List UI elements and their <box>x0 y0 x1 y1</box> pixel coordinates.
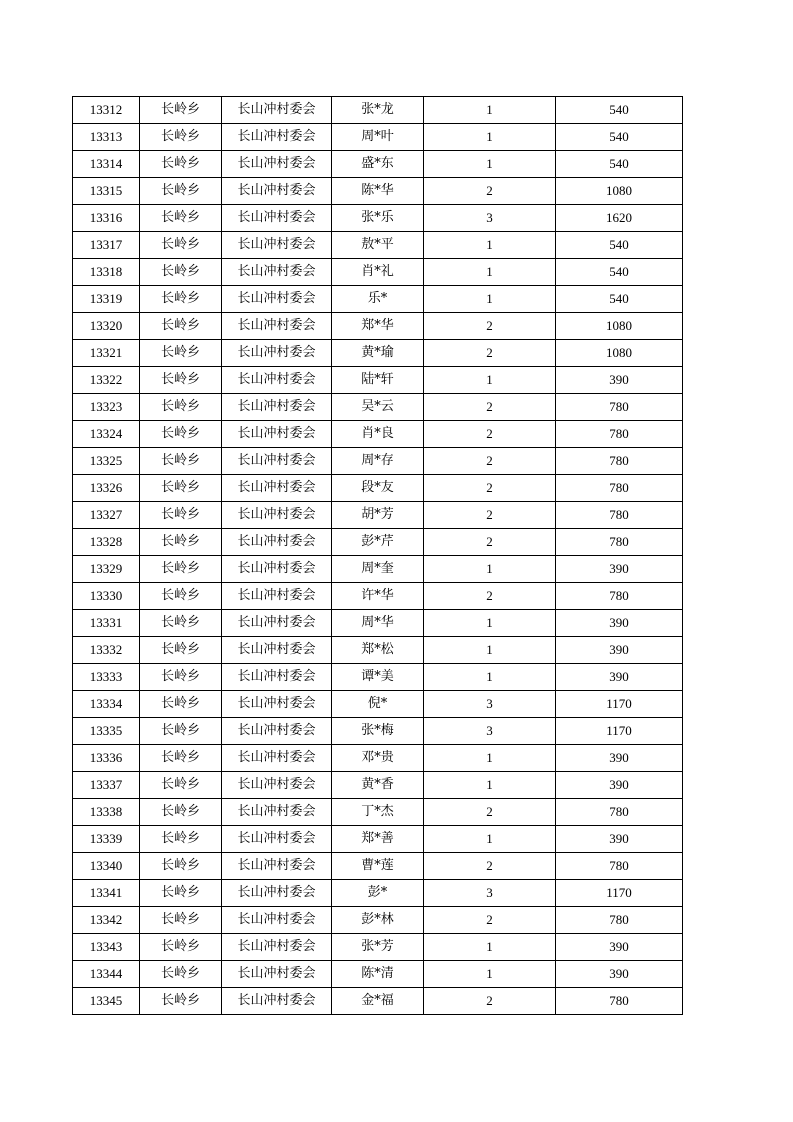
village-cell: 长山冲村委会 <box>222 421 332 448</box>
count-cell: 1 <box>424 772 556 799</box>
amount-cell: 390 <box>556 826 683 853</box>
town-cell: 长岭乡 <box>140 313 222 340</box>
count-cell: 3 <box>424 691 556 718</box>
row-id-cell: 13333 <box>73 664 140 691</box>
row-id-cell: 13330 <box>73 583 140 610</box>
amount-cell: 780 <box>556 448 683 475</box>
count-cell: 3 <box>424 880 556 907</box>
amount-cell: 390 <box>556 610 683 637</box>
name-cell: 黄*瑜 <box>332 340 424 367</box>
row-id-cell: 13336 <box>73 745 140 772</box>
amount-cell: 780 <box>556 421 683 448</box>
row-id-cell: 13320 <box>73 313 140 340</box>
village-cell: 长山冲村委会 <box>222 907 332 934</box>
amount-cell: 780 <box>556 583 683 610</box>
row-id-cell: 13314 <box>73 151 140 178</box>
table-row <box>73 610 683 637</box>
name-cell: 许*华 <box>332 583 424 610</box>
row-id-cell: 13331 <box>73 610 140 637</box>
amount-cell: 390 <box>556 961 683 988</box>
amount-cell: 1080 <box>556 340 683 367</box>
village-cell: 长山冲村委会 <box>222 475 332 502</box>
town-cell: 长岭乡 <box>140 97 222 124</box>
village-cell: 长山冲村委会 <box>222 718 332 745</box>
row-id-cell: 13325 <box>73 448 140 475</box>
name-cell: 彭* <box>332 880 424 907</box>
row-id-cell: 13318 <box>73 259 140 286</box>
table-row <box>73 178 683 205</box>
table-row <box>73 961 683 988</box>
table-body <box>73 97 683 1015</box>
table-row <box>73 718 683 745</box>
village-cell: 长山冲村委会 <box>222 880 332 907</box>
village-cell: 长山冲村委会 <box>222 286 332 313</box>
town-cell: 长岭乡 <box>140 259 222 286</box>
amount-cell: 390 <box>556 556 683 583</box>
table-row <box>73 286 683 313</box>
table-row <box>73 772 683 799</box>
table-row <box>73 988 683 1015</box>
count-cell: 1 <box>424 637 556 664</box>
amount-cell: 540 <box>556 259 683 286</box>
village-cell: 长山冲村委会 <box>222 205 332 232</box>
amount-cell: 1620 <box>556 205 683 232</box>
village-cell: 长山冲村委会 <box>222 691 332 718</box>
row-id-cell: 13339 <box>73 826 140 853</box>
amount-cell: 540 <box>556 286 683 313</box>
count-cell: 1 <box>424 367 556 394</box>
amount-cell: 780 <box>556 475 683 502</box>
count-cell: 1 <box>424 556 556 583</box>
village-cell: 长山冲村委会 <box>222 124 332 151</box>
table-row <box>73 502 683 529</box>
town-cell: 长岭乡 <box>140 124 222 151</box>
town-cell: 长岭乡 <box>140 961 222 988</box>
name-cell: 张*龙 <box>332 97 424 124</box>
town-cell: 长岭乡 <box>140 718 222 745</box>
row-id-cell: 13338 <box>73 799 140 826</box>
count-cell: 2 <box>424 313 556 340</box>
name-cell: 陈*华 <box>332 178 424 205</box>
amount-cell: 540 <box>556 97 683 124</box>
town-cell: 长岭乡 <box>140 232 222 259</box>
amount-cell: 780 <box>556 394 683 421</box>
data-table <box>72 96 683 1015</box>
town-cell: 长岭乡 <box>140 475 222 502</box>
name-cell: 盛*东 <box>332 151 424 178</box>
amount-cell: 780 <box>556 502 683 529</box>
table-row <box>73 475 683 502</box>
row-id-cell: 13328 <box>73 529 140 556</box>
town-cell: 长岭乡 <box>140 934 222 961</box>
amount-cell: 540 <box>556 151 683 178</box>
table-row <box>73 205 683 232</box>
village-cell: 长山冲村委会 <box>222 745 332 772</box>
name-cell: 张*芳 <box>332 934 424 961</box>
town-cell: 长岭乡 <box>140 421 222 448</box>
table-row <box>73 421 683 448</box>
amount-cell: 1170 <box>556 880 683 907</box>
village-cell: 长山冲村委会 <box>222 934 332 961</box>
amount-cell: 780 <box>556 529 683 556</box>
town-cell: 长岭乡 <box>140 988 222 1015</box>
document-page <box>72 96 683 1015</box>
name-cell: 吴*云 <box>332 394 424 421</box>
table-row <box>73 853 683 880</box>
town-cell: 长岭乡 <box>140 880 222 907</box>
town-cell: 长岭乡 <box>140 772 222 799</box>
row-id-cell: 13324 <box>73 421 140 448</box>
row-id-cell: 13322 <box>73 367 140 394</box>
name-cell: 陈*清 <box>332 961 424 988</box>
amount-cell: 780 <box>556 988 683 1015</box>
row-id-cell: 13321 <box>73 340 140 367</box>
row-id-cell: 13312 <box>73 97 140 124</box>
table-row <box>73 232 683 259</box>
village-cell: 长山冲村委会 <box>222 151 332 178</box>
count-cell: 2 <box>424 340 556 367</box>
village-cell: 长山冲村委会 <box>222 961 332 988</box>
amount-cell: 390 <box>556 772 683 799</box>
name-cell: 胡*芳 <box>332 502 424 529</box>
count-cell: 1 <box>424 232 556 259</box>
count-cell: 1 <box>424 124 556 151</box>
count-cell: 2 <box>424 799 556 826</box>
village-cell: 长山冲村委会 <box>222 853 332 880</box>
row-id-cell: 13316 <box>73 205 140 232</box>
town-cell: 长岭乡 <box>140 529 222 556</box>
row-id-cell: 13345 <box>73 988 140 1015</box>
name-cell: 金*福 <box>332 988 424 1015</box>
row-id-cell: 13327 <box>73 502 140 529</box>
village-cell: 长山冲村委会 <box>222 610 332 637</box>
count-cell: 2 <box>424 448 556 475</box>
town-cell: 长岭乡 <box>140 853 222 880</box>
name-cell: 郑*华 <box>332 313 424 340</box>
count-cell: 3 <box>424 205 556 232</box>
village-cell: 长山冲村委会 <box>222 340 332 367</box>
village-cell: 长山冲村委会 <box>222 502 332 529</box>
name-cell: 郑*善 <box>332 826 424 853</box>
table-row <box>73 448 683 475</box>
amount-cell: 390 <box>556 934 683 961</box>
count-cell: 1 <box>424 745 556 772</box>
name-cell: 陆*轩 <box>332 367 424 394</box>
count-cell: 2 <box>424 907 556 934</box>
count-cell: 2 <box>424 178 556 205</box>
count-cell: 1 <box>424 934 556 961</box>
amount-cell: 780 <box>556 799 683 826</box>
name-cell: 周*存 <box>332 448 424 475</box>
town-cell: 长岭乡 <box>140 826 222 853</box>
count-cell: 1 <box>424 151 556 178</box>
amount-cell: 1170 <box>556 718 683 745</box>
amount-cell: 390 <box>556 745 683 772</box>
town-cell: 长岭乡 <box>140 610 222 637</box>
count-cell: 2 <box>424 583 556 610</box>
name-cell: 谭*美 <box>332 664 424 691</box>
name-cell: 黄*香 <box>332 772 424 799</box>
table-row <box>73 934 683 961</box>
count-cell: 2 <box>424 853 556 880</box>
count-cell: 1 <box>424 286 556 313</box>
table-row <box>73 907 683 934</box>
table-row <box>73 799 683 826</box>
town-cell: 长岭乡 <box>140 583 222 610</box>
name-cell: 周*华 <box>332 610 424 637</box>
row-id-cell: 13341 <box>73 880 140 907</box>
village-cell: 长山冲村委会 <box>222 178 332 205</box>
row-id-cell: 13337 <box>73 772 140 799</box>
table-row <box>73 151 683 178</box>
town-cell: 长岭乡 <box>140 340 222 367</box>
town-cell: 长岭乡 <box>140 664 222 691</box>
amount-cell: 390 <box>556 664 683 691</box>
amount-cell: 390 <box>556 367 683 394</box>
name-cell: 乐* <box>332 286 424 313</box>
table-row <box>73 556 683 583</box>
table-row <box>73 826 683 853</box>
village-cell: 长山冲村委会 <box>222 826 332 853</box>
amount-cell: 1080 <box>556 178 683 205</box>
name-cell: 周*叶 <box>332 124 424 151</box>
row-id-cell: 13343 <box>73 934 140 961</box>
table-row <box>73 367 683 394</box>
table-row <box>73 583 683 610</box>
name-cell: 曹*莲 <box>332 853 424 880</box>
row-id-cell: 13344 <box>73 961 140 988</box>
town-cell: 长岭乡 <box>140 907 222 934</box>
row-id-cell: 13334 <box>73 691 140 718</box>
village-cell: 长山冲村委会 <box>222 232 332 259</box>
count-cell: 1 <box>424 610 556 637</box>
count-cell: 1 <box>424 97 556 124</box>
village-cell: 长山冲村委会 <box>222 988 332 1015</box>
table-row <box>73 880 683 907</box>
table-row <box>73 394 683 421</box>
town-cell: 长岭乡 <box>140 367 222 394</box>
village-cell: 长山冲村委会 <box>222 367 332 394</box>
row-id-cell: 13317 <box>73 232 140 259</box>
table-row <box>73 97 683 124</box>
count-cell: 1 <box>424 826 556 853</box>
name-cell: 肖*礼 <box>332 259 424 286</box>
name-cell: 彭*芹 <box>332 529 424 556</box>
village-cell: 长山冲村委会 <box>222 583 332 610</box>
town-cell: 长岭乡 <box>140 637 222 664</box>
count-cell: 1 <box>424 259 556 286</box>
amount-cell: 540 <box>556 232 683 259</box>
count-cell: 1 <box>424 664 556 691</box>
name-cell: 张*乐 <box>332 205 424 232</box>
count-cell: 2 <box>424 502 556 529</box>
count-cell: 3 <box>424 718 556 745</box>
village-cell: 长山冲村委会 <box>222 259 332 286</box>
count-cell: 2 <box>424 988 556 1015</box>
table-row <box>73 340 683 367</box>
name-cell: 肖*良 <box>332 421 424 448</box>
town-cell: 长岭乡 <box>140 502 222 529</box>
town-cell: 长岭乡 <box>140 799 222 826</box>
town-cell: 长岭乡 <box>140 691 222 718</box>
name-cell: 倪* <box>332 691 424 718</box>
village-cell: 长山冲村委会 <box>222 313 332 340</box>
row-id-cell: 13323 <box>73 394 140 421</box>
amount-cell: 1170 <box>556 691 683 718</box>
village-cell: 长山冲村委会 <box>222 664 332 691</box>
row-id-cell: 13342 <box>73 907 140 934</box>
table-row <box>73 529 683 556</box>
row-id-cell: 13315 <box>73 178 140 205</box>
village-cell: 长山冲村委会 <box>222 772 332 799</box>
table-row <box>73 691 683 718</box>
count-cell: 2 <box>424 394 556 421</box>
table-row <box>73 745 683 772</box>
name-cell: 丁*杰 <box>332 799 424 826</box>
count-cell: 2 <box>424 475 556 502</box>
row-id-cell: 13332 <box>73 637 140 664</box>
village-cell: 长山冲村委会 <box>222 448 332 475</box>
name-cell: 周*奎 <box>332 556 424 583</box>
village-cell: 长山冲村委会 <box>222 97 332 124</box>
town-cell: 长岭乡 <box>140 745 222 772</box>
name-cell: 彭*林 <box>332 907 424 934</box>
row-id-cell: 13313 <box>73 124 140 151</box>
count-cell: 2 <box>424 421 556 448</box>
row-id-cell: 13340 <box>73 853 140 880</box>
village-cell: 长山冲村委会 <box>222 637 332 664</box>
town-cell: 长岭乡 <box>140 394 222 421</box>
town-cell: 长岭乡 <box>140 556 222 583</box>
table-row <box>73 124 683 151</box>
row-id-cell: 13326 <box>73 475 140 502</box>
row-id-cell: 13319 <box>73 286 140 313</box>
count-cell: 1 <box>424 961 556 988</box>
table-row <box>73 259 683 286</box>
amount-cell: 540 <box>556 124 683 151</box>
name-cell: 郑*松 <box>332 637 424 664</box>
name-cell: 张*梅 <box>332 718 424 745</box>
town-cell: 长岭乡 <box>140 178 222 205</box>
name-cell: 敖*平 <box>332 232 424 259</box>
name-cell: 段*友 <box>332 475 424 502</box>
village-cell: 长山冲村委会 <box>222 394 332 421</box>
town-cell: 长岭乡 <box>140 448 222 475</box>
amount-cell: 1080 <box>556 313 683 340</box>
table-row <box>73 637 683 664</box>
village-cell: 长山冲村委会 <box>222 556 332 583</box>
village-cell: 长山冲村委会 <box>222 529 332 556</box>
town-cell: 长岭乡 <box>140 286 222 313</box>
row-id-cell: 13329 <box>73 556 140 583</box>
amount-cell: 780 <box>556 907 683 934</box>
table-row <box>73 313 683 340</box>
town-cell: 长岭乡 <box>140 205 222 232</box>
count-cell: 2 <box>424 529 556 556</box>
amount-cell: 780 <box>556 853 683 880</box>
town-cell: 长岭乡 <box>140 151 222 178</box>
village-cell: 长山冲村委会 <box>222 799 332 826</box>
name-cell: 邓*贵 <box>332 745 424 772</box>
row-id-cell: 13335 <box>73 718 140 745</box>
table-row <box>73 664 683 691</box>
amount-cell: 390 <box>556 637 683 664</box>
